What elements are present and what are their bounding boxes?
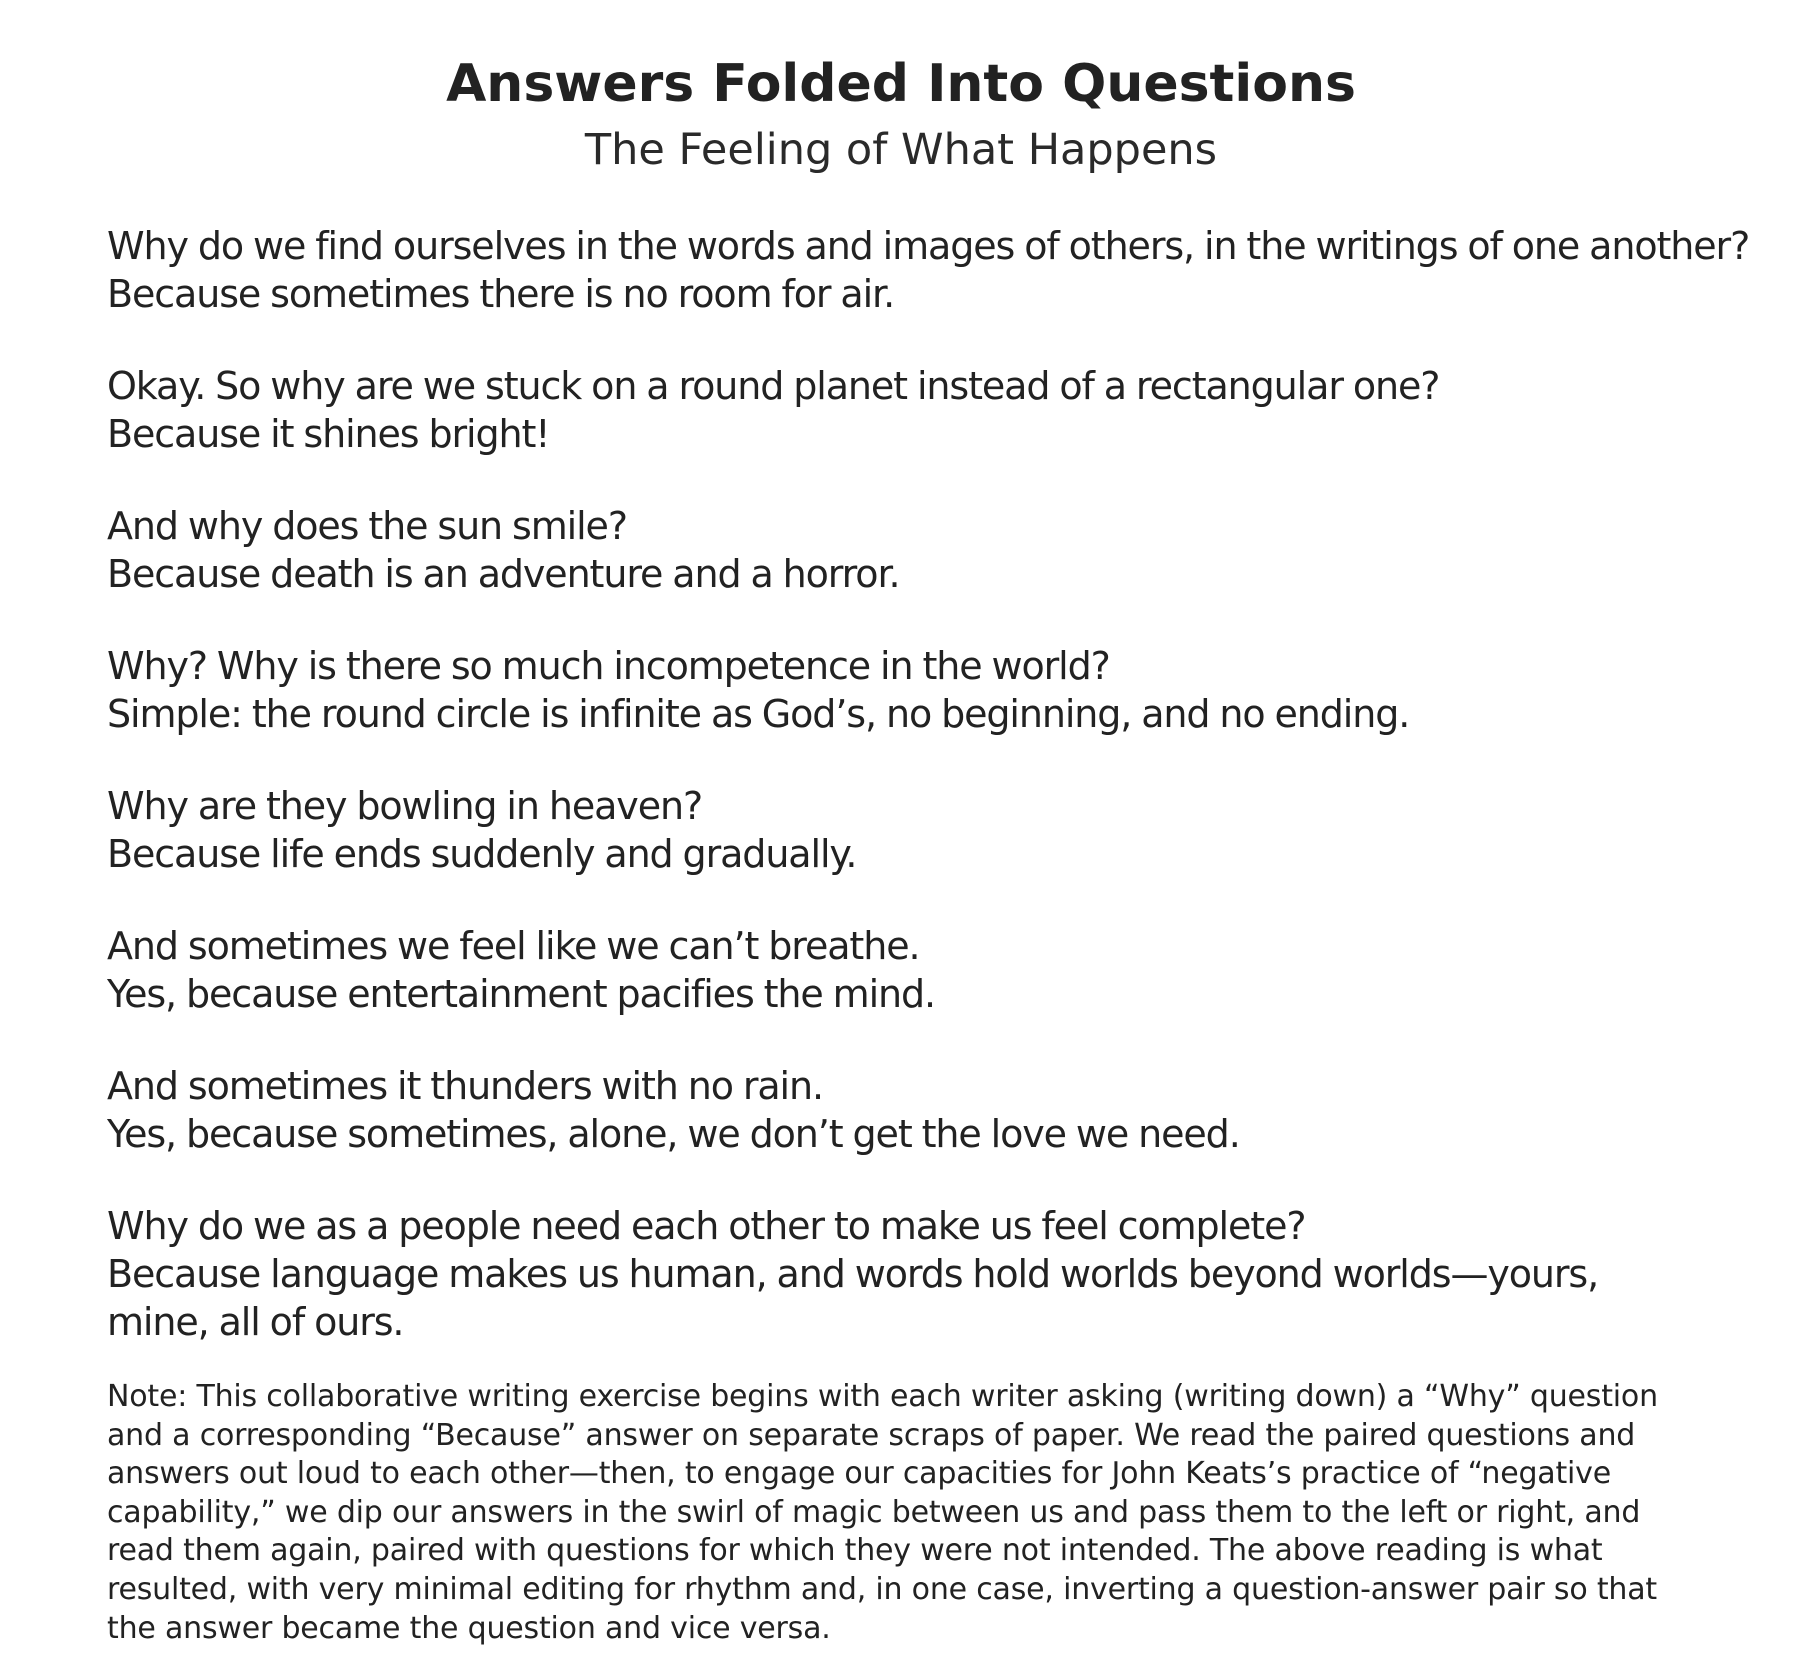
question-line: And sometimes it thunders with no rain. [107,1064,823,1108]
stanza [107,362,1757,458]
question-line: Why do we find ourselves in the words and images of others, in the writings of one another? [107,224,1750,268]
question-line: And sometimes we feel like we can’t breathe. [107,924,920,968]
answer-line: Because death is an adventure and a horror. [107,552,900,596]
answer-line: Because it shines bright! [107,412,550,456]
answer-line: Because language makes us human, and words hold worlds beyond worlds—yours, mine, all of ours. [107,1252,1599,1344]
stanza [107,1202,1757,1346]
poem-body [107,222,1757,1390]
answer-line: Yes, because sometimes, alone, we don’t get the love we need. [107,1112,1240,1156]
question-line: And why does the sun smile? [107,504,627,548]
answer-line: Yes, because entertainment pacifies the mind. [107,972,936,1016]
page-title: Answers Folded Into Questions [446,54,1356,114]
stanza [107,782,1757,878]
answer-line: Because life ends suddenly and gradually. [107,832,857,876]
question-line: Why are they bowling in heaven? [107,784,703,828]
answer-line: Because sometimes there is no room for air. [107,272,895,316]
stanza [107,502,1757,598]
stanza [107,1062,1757,1158]
question-line: Why? Why is there so much incompetence in the world? [107,644,1110,688]
stanza [107,222,1757,318]
footnote: Note: This collaborative writing exercise begins with each writer asking (writing down) a “Why” question and a corresponding “Because” answer on separate scraps of paper. We read the paired questions and answers out loud to each other—then, to engage our capacities for John Keats’s practice of “negative capability,” we dip our answers in the swirl of magic between us and pass them to the left or right, and read them again, paired with questions for which they were not intended. The above reading is what resulted, with very minimal editing for rhythm and, in one case, inverting a question-answer pair so that the answer became the question and vice versa. [107,1379,1658,1646]
question-line: Okay. So why are we stuck on a round planet instead of a rectangular one? [107,364,1440,408]
stanza [107,922,1757,1018]
page-subtitle: The Feeling of What Happens [584,125,1218,175]
question-line: Why do we as a people need each other to make us feel complete? [107,1204,1306,1248]
answer-line: Simple: the round circle is infinite as God’s, no beginning, and no ending. [107,692,1410,736]
stanza [107,642,1757,738]
